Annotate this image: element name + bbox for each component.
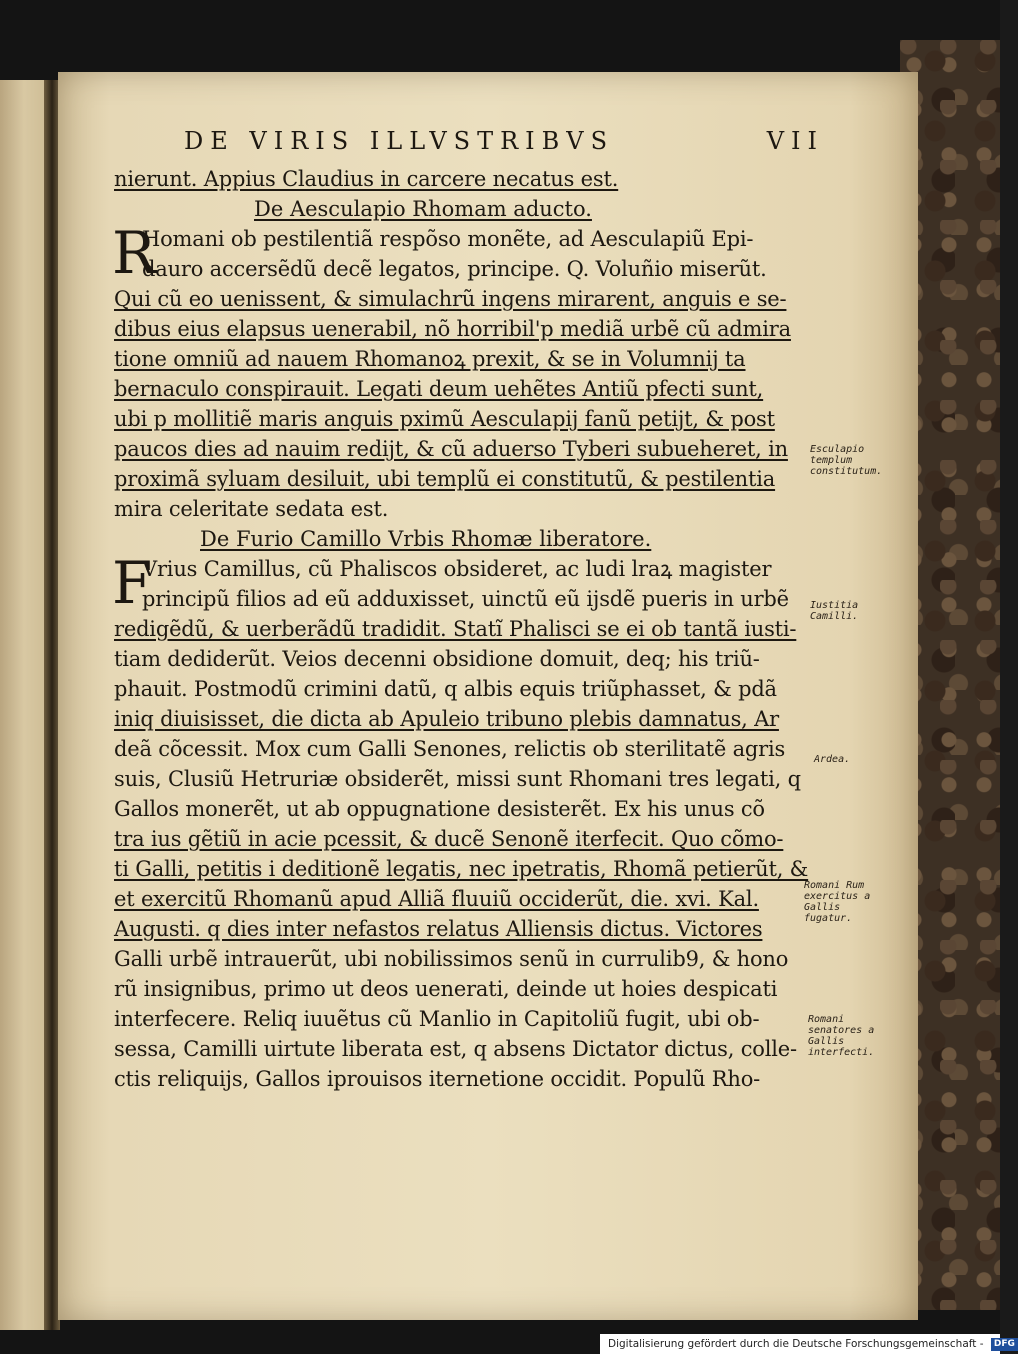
- text-line: sessa, Camilli uirtute liberata est, q absens Dictator dictus, colle-: [114, 1037, 797, 1061]
- text-line: dibus eius elapsus uenerabil, nõ horribil'p mediã urbẽ cũ admira: [114, 317, 791, 341]
- text-line: Galli urbẽ intrauerũt, ubi nobilissimos senũ in currulib9, & hono: [114, 947, 789, 971]
- text-line: mira celeritate sedata est.: [114, 497, 389, 521]
- section-heading-camillus: De Furio Camillo Vrbis Rhomæ liberatore.: [200, 527, 652, 551]
- text-line: Qui cũ eo uenissent, & simulachrũ ingens mirarent, anguis e se-: [114, 287, 787, 311]
- funding-footer: [600, 1334, 1015, 1354]
- text-line: paucos dies ad nauim redijt, & cũ aduerso Tyberi subueheret, in: [114, 437, 788, 461]
- text-line: R Homani ob pestilentiã respõso monẽte, ad Aesculapiũ Epi-: [112, 219, 754, 287]
- text-line: tra ius gẽtiũ in acie pcessit, & ducẽ Senonẽ iterfecit. Quo cõmo-: [114, 827, 784, 851]
- text-line: F Vrius Camillus, cũ Phaliscos obsideret, ac ludi lraꝝ magister: [112, 549, 772, 617]
- text-line: dauro accersẽdũ decẽ legatos, principe. Q. Voluñio miserũt.: [142, 257, 767, 281]
- text-line: tiam dediderũt. Veios decenni obsidione domuit, deq; his triũ-: [114, 647, 760, 671]
- text-line: ti Galli, petitis i deditionẽ legatis, nec ipetratis, Rhomã petierũt, &: [114, 857, 809, 881]
- text-line: nierunt. Appius Claudius in carcere necatus est.: [114, 167, 619, 191]
- text-line: et exercitũ Rhomanũ apud Alliã fluuiũ occiderũt, die. xvi. Kal.: [114, 887, 759, 911]
- running-head: [184, 124, 824, 158]
- page-text-block: [112, 124, 824, 1094]
- text-line: proximã syluam desiluit, ubi templũ ei constitutũ, & pestilentia: [114, 467, 776, 491]
- text-line: Augusti. q dies inter nefastos relatus Alliensis dictus. Victores: [114, 917, 763, 941]
- text-line: ctis reliquijs, Gallos iprouisos iternetione occidit. Populũ Rho-: [114, 1067, 761, 1091]
- text-line: suis, Clusiũ Hetruriæ obsiderẽt, missi sunt Rhomani tres legati, q: [114, 767, 801, 791]
- text-line: redigẽdũ, & uerberãdũ tradidit. Statĩ Phalisci se ei ob tantã iusti-: [114, 617, 797, 641]
- text-line: phauit. Postmodũ crimini datũ, q albis equis triũphasset, & pdã: [114, 677, 777, 701]
- text-line: Gallos monerẽt, ut ab oppugnatione desisterẽt. Ex his unus cõ: [114, 797, 765, 821]
- section-heading-aesculapius: De Aesculapio Rhomam aducto.: [254, 197, 592, 221]
- book-page: [58, 72, 918, 1320]
- text-line: tione omniũ ad nauem Rhomanoꝝ prexit, & se in Volumnij ta: [114, 347, 746, 371]
- footer-text: Digitalisierung gefördert durch die Deutsche Forschungsgemeinschaft -: [608, 1338, 984, 1350]
- drop-capital: F: [112, 549, 153, 617]
- text-line: rũ insignibus, primo ut deos uenerati, deinde ut hoies despicati: [114, 977, 778, 1001]
- text-line: bernaculo conspirauit. Legati deum uehẽtes Antiũ pfecti sunt,: [114, 377, 764, 401]
- marginal-note: Romani Rum exercitus a Gallis fugatur.: [804, 880, 871, 924]
- folio-number: VII: [766, 127, 824, 155]
- text-line: principũ filios ad eũ adduxisset, uinctũ eũ ijsdẽ pueris in urbẽ: [142, 587, 789, 611]
- marginal-note: Iustitia Camilli.: [810, 600, 859, 622]
- dfg-logo-icon: DFG: [991, 1338, 1018, 1351]
- marginal-note: Esculapio templum constitutum.: [810, 444, 883, 477]
- drop-capital: R: [112, 219, 156, 287]
- running-head-title: DE VIRIS ILLVSTRIBVS: [184, 127, 615, 155]
- marginal-note: Romani senatores a Gallis interfecti.: [808, 1014, 875, 1058]
- text-line: interfecere. Reliq iuuẽtus cũ Manlio in Capitoliũ fugit, ubi ob-: [114, 1007, 760, 1031]
- text-line: ubi p mollitiẽ maris anguis pximũ Aesculapij fanũ petijt, & post: [114, 407, 775, 431]
- text-line: iniq diuisisset, die dicta ab Apuleio tribuno plebis damnatus, Ar: [114, 707, 779, 731]
- marginal-note: Ardea.: [814, 754, 851, 765]
- text-line: deã cõcessit. Mox cum Galli Senones, relictis ob sterilitatẽ agris: [114, 737, 786, 761]
